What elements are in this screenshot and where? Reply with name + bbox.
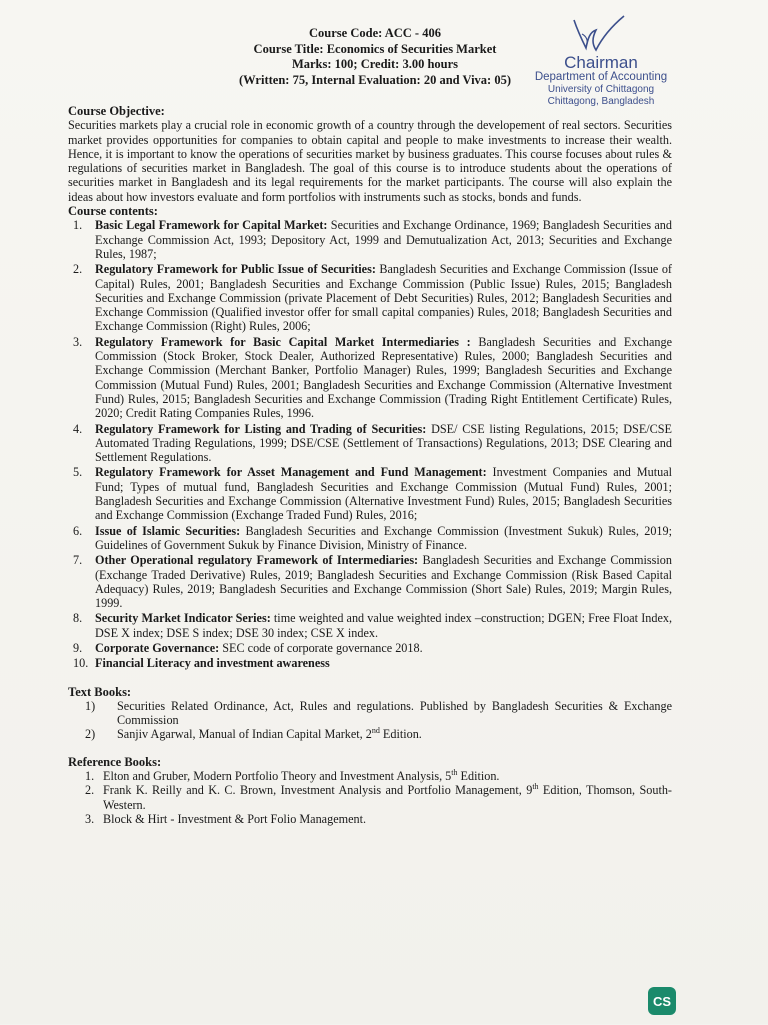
reference-book-item [85,769,672,783]
book-superscript: th [451,768,458,777]
course-marks-breakdown: (Written: 75, Internal Evaluation: 20 and Viva: 05) [239,72,511,87]
item-text: SEC code of corporate governance 2018. [219,640,423,655]
contents-item [68,262,672,333]
reference-books-heading: Reference Books: [68,754,162,769]
item-text: Bangladesh Securities and Exchange Commission (Exchange Traded Derivative) Rules, 2019; Bangladesh Securities and Exchange Commission (Risk Based Capital Adequacy) Rules, 2019; Bangladesh Securities and Exchange Commission (Short Sale) Rules, 2019; Margin Rules, 1999. [95,553,672,611]
contents-item [68,218,672,261]
svg-text:CS: CS [652,994,672,1009]
item-text: Bangladesh Securities and Exchange Commission (Stock Broker, Stock Dealer, Authorized Representative) Rules, 2000; Bangladesh Securities and Exchange Commission (Merchant Banker, Portfolio Manager) Rules, 1999; Bangladesh Securities and Exchange Commission (Mutual Fund) Rules, 2001; Bangladesh Securities and Exchange Commission (Alternative Investment Fund) Rules, 2015; Bangladesh Securities and Exchange Commission (Trading Right Entitlement Certificate) Rules, 2020; Credit Rating Companies Rules, 1996. [95,334,672,421]
item-number: 8. [73,611,83,626]
book-text: Frank K. Reilly and K. C. Brown, Investment Analysis and Portfolio Management, 9 [103,783,533,798]
contents-item [68,611,672,640]
item-text: time weighted and value weighted index –construction; DGEN; Free Float Index, DSE X index; DSE S index; DSE 30 index; CSE X index. [95,611,672,640]
item-title: Security Market Indicator Series: [95,611,271,626]
book-text: Block & Hirt - Investment & Port Folio Management. [103,811,367,826]
item-number: 2) [85,727,96,742]
item-number: 3. [73,334,83,349]
contents-item [68,335,672,421]
item-title: Regulatory Framework for Basic Capital Market Intermediaries : [95,334,471,349]
course-marks: Marks: 100; Credit: 3.00 hours [291,57,459,71]
item-number: 2. [85,783,95,798]
svg-text:Chairman: Chairman [564,53,638,72]
item-text: DSE/ CSE listing Regulations, 2015; DSE/CSE Automated Trading Regulations, 1999; DSE/CSE (Settlement of Transactions) Regulations, 2013; DSE Clearing and Settlement Regulations. [95,421,673,465]
contents-heading: Course contents: [68,204,158,219]
contents-item [68,465,672,522]
item-title: Regulatory Framework for Asset Management and Fund Management: [95,465,487,480]
course-header [220,26,530,88]
objective-text: Securities markets play a crucial role in economic growth of a country through the developement of real sectors. Securities market provides opportunities for companies to obtain capital and people to make investments to increase their wealth. Hence, it is important to know the operations of securities market by business graduates. This course focuses about rules & regulations of securities market in Bangladesh. The goal of this course is to introduce students about the operations of securities market in Bangladesh and its legal requirements for the market participants. The course will also explain the ideas about how investors evaluate and form portfolios with instruments such as stocks, bonds and funds. [68,118,672,204]
text-books-heading: Text Books: [68,684,132,699]
contents-item [68,641,672,655]
item-text: Investment Companies and Mutual Fund; Types of mutual fund, Bangladesh Securities and Exchange Commission (Mutual Fund) Rules, 2001; Bangladesh Securities and Exchange Commission (Alternative Investment Fund) Rules, 2015; Bangladesh Securities and Exchange Commission (Exchange Traded Fund) Rules, 2016; [95,465,672,523]
book-text-tail: Edition. [379,727,422,742]
book-superscript: nd [371,726,380,736]
item-number: 6. [73,523,83,538]
contents-list [68,218,672,670]
item-number: 7. [73,553,83,568]
camscanner-logo-image [648,987,676,1015]
item-title: Regulatory Framework for Listing and Trading of Securities: [95,421,427,436]
book-text-tail: Edition, Thomson, South-Western. [103,783,672,812]
camscanner-logo [648,987,676,1015]
book-superscript: th [532,782,539,792]
text-book-item [85,699,672,728]
chairman-stamp [526,14,676,109]
text-books-list [68,699,672,742]
item-title: Other Operational regulatory Framework of Intermediaries: [95,553,419,568]
chairman-stamp-image [526,14,676,109]
svg-text:Chittagong, Bangladesh: Chittagong, Bangladesh [547,96,655,107]
book-text: Elton and Gruber, Modern Portfolio Theory and Investment Analysis, 5 [103,769,452,784]
item-title: Issue of Islamic Securities: [95,523,241,538]
item-text: Securities and Exchange Ordinance, 1969; Bangladesh Securities and Exchange Commission Act, 1993; Depository Act, 1999 and Demutualization Act, 2013; Securities and Exchange Rules, 1987; [95,218,672,261]
reference-book-item [85,783,672,812]
item-title: Basic Legal Framework for Capital Market: [95,218,328,233]
svg-text:University of Chittagong: University of Chittagong [547,84,655,95]
book-text-tail: Edition. [457,769,500,784]
item-text: Bangladesh Securities and Exchange Commission (Investment Sukuk) Rules, 2019; Guidelines of Government Sukuk by Finance Division, Ministry of Finance. [95,523,672,552]
item-number: 3. [85,811,95,826]
item-number: 2. [73,262,83,277]
course-body [68,104,672,826]
item-number: 4. [73,421,83,436]
item-number: 9. [73,640,83,655]
objective-heading: Course Objective: [68,104,165,118]
item-title: Corporate Governance: [95,640,220,655]
item-number: 1. [73,218,83,233]
svg-text:Department of Accounting: Department of Accounting [534,71,668,83]
book-text: Securities Related Ordinance, Act, Rules and regulations. Published by Bangladesh Securities & Exchange Commission [117,698,672,728]
contents-item [68,524,672,553]
item-number: 1. [85,769,95,784]
reference-book-item [85,812,672,826]
contents-item [68,553,672,610]
item-number: 1) [85,698,96,713]
item-title: Financial Literacy and investment awareness [95,656,330,671]
text-book-item [85,727,672,741]
book-text: Sanjiv Agarwal, Manual of Indian Capital Market, 2 [117,727,372,742]
item-text: Bangladesh Securities and Exchange Commission (Issue of Capital) Rules, 2001; Bangladesh Securities and Exchange Commission (Public Issue) Rules, 2015; Bangladesh Securities and Exchange Commission (private Placement of Debt Securities) Rules, 2012; Bangladesh Securities and Exchange Commission (Qualified investor offer for small capital companies) Rules, 2018; Bangladesh Securities and Exchange Commission (Right) Rules, 2006; [95,262,672,334]
item-title: Regulatory Framework for Public Issue of Securities: [95,262,376,277]
item-number: 5. [73,465,83,480]
item-number: 10. [73,656,89,671]
course-title: Course Title: Economics of Securities Market [253,41,497,56]
contents-item [68,656,672,670]
course-code: Course Code: ACC - 406 [309,26,441,40]
reference-books-list [68,769,672,826]
contents-item [68,422,672,465]
